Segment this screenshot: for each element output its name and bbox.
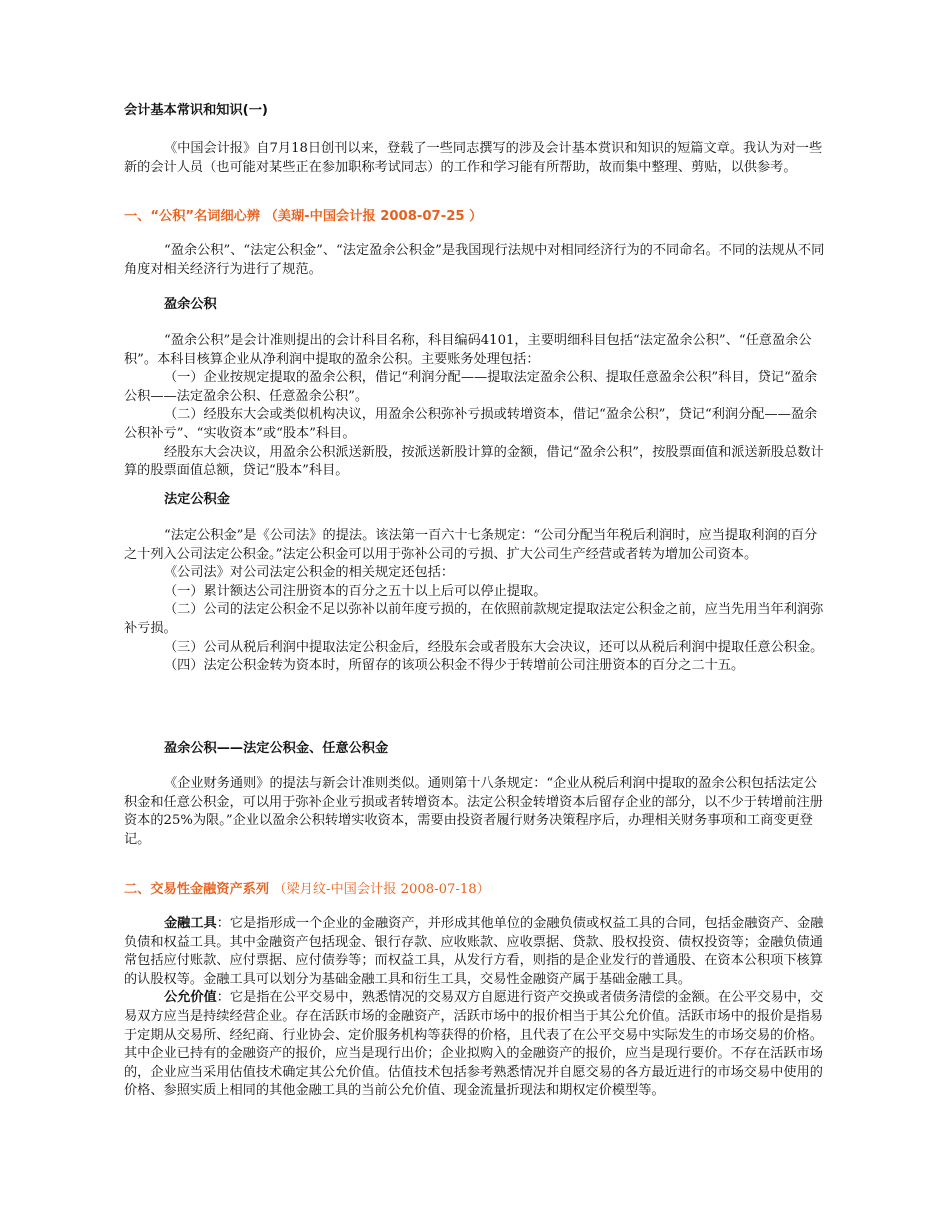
intro-paragraph [124,140,830,177]
subheading-surplus-statutory: 盈余公积——法定公积金、任意公积金 [164,741,389,756]
statutory-p5: （三）公司从税后利润中提取法定公积金后，经股东会或者股东大会决议，还可以从税后利润中提取任意公积金。 [164,639,824,655]
section2-source: （梁月纹-中国会计报 2008-07-18） [273,882,490,897]
section2-heading [124,881,830,900]
fair-value-text: ：它是指在公平交易中，熟悉情况的交易双方自愿进行资产交换或者债务清偿的金额。在公平交易中，交易双方应当是持续经营企业。存在活跃市场的金融资产，活跃市场中的报价相当于其公允价值。活跃市场中的报价是指易于定期从交易所、经纪商、行业协会、定价服务机构等获得的价格，且代表了在公平交易中实际发生的市场交易的价格。其中企业已持有的金融资产的报价，应当是现行出价；企业拟购入的金融资产的报价，应当是现行要价。不存在活跃市场的，企业应当采用估值技术确定其公允价值。估值技术包括参考熟悉情况并自愿交易的各方最近进行的市场交易中使用的价格、参照实质上相同的其他金融工具的当前公允价值、现金流量折现法和期权定价模型等。 [124,990,824,1099]
statutory-reserve-paragraphs [124,527,830,676]
surplus-p2: （一）企业按规定提取的盈余公积，借记“利润分配——提取法定盈余公积、提取任意盈余公积”科目，贷记“盈余公积——法定盈余公积、任意盈余公积”。 [124,370,818,404]
section1-intro [124,242,830,279]
fair-value-paragraph [124,989,830,1101]
term-fair-value: 公允价值 [164,990,217,1006]
statutory-p1: “法定公积金”是《公司法》的提法。该法第一百六十七条规定：“公司分配当年税后利润时，应当提取利润的百分之十列入公司法定公积金。”法定公积金可以用于弥补公司的亏损、扩大公司生产经营或者转为增加公司资本。 [124,528,818,562]
financial-instrument-text: ：它是指形成一个企业的金融资产，并形成其他单位的金融负债或权益工具的合同，包括金融资产、金融负债和权益工具。其中金融资产包括现金、银行存款、应收账款、应收票据、贷款、股权投资、债权投资等；金融负债通常包括应付账款、应付票据、应付债券等；而权益工具，从发行方看，则指的是企业发行的普通股、在资本公积项下核算的认股权等。金融工具可以划分为基础金融工具和衍生工具，交易性金融资产属于基础金融工具。 [124,916,824,987]
financial-rules-text: 《企业财务通则》的提法与新会计准则类似。通则第十八条规定：“企业从税后利润中提取的盈余公积包括法定公积金和任意公积金，可以用于弥补企业亏损或者转增资本。法定公积金转增资本后留存企业的部分，以不少于转增前注册资本的25%为限。”企业以盈余公积转增实收资本，需要由投资者履行财务决策程序后，办理相关财务事项和工商变更登记。 [124,776,823,847]
intro-text: 《中国会计报》自7月18日创刊以来，登载了一些同志撰写的涉及会计基本赏识和知识的短篇文章。我认为对一些新的会计人员（也可能对某些正在参加职称考试同志）的工作和学习能有所帮助，故而集中整理、剪贴，以供参考。 [124,141,823,175]
statutory-p2: 《公司法》对公司法定公积金的相关规定还包括： [164,565,455,581]
section2-title: 二、交易性金融资产系列 [124,882,270,897]
term-financial-instrument: 金融工具 [164,916,217,931]
surplus-p1: “盈余公积”是会计准则提出的会计科目名称，科目编码4101，主要明细科目包括“法定盈余公积”、“任意盈余公积”。本科目核算企业从净利润中提取的盈余公积。主要账务处理包括： [124,333,812,367]
section2-body [124,915,830,1101]
surplus-p4: 经股东大会决议，用盈余公积派送新股，按派送新股计算的金额，借记“盈余公积”，按股票面值和派送新股总数计算的股票面值总额，贷记“股本”科目。 [124,444,824,479]
statutory-p6: （四）法定公积金转为资本时，所留存的该项公积金不得少于转增前公司注册资本的百分之二十五。 [164,658,745,674]
section1-title: 一、“公积”名词细心辨 [124,209,261,224]
document-title: 会计基本常识和知识(一) [124,103,268,118]
financial-rules-paragraph [124,775,830,849]
surplus-p3: （二）经股东大会或类似机构决议，用盈余公积弥补亏损或转增资本，借记“盈余公积”，贷记“利润分配——盈余公积补亏”、“实收资本”或“股本”科目。 [124,407,818,441]
surplus-reserve-paragraphs [124,332,830,481]
statutory-p4: （二）公司的法定公积金不足以弥补以前年度亏损的，在依照前款规定提取法定公积金之前，应当先用当年利润弥补亏损。 [124,602,824,636]
subheading-surplus-reserve: 盈余公积 [164,297,217,312]
subheading-statutory-reserve: 法定公积金 [164,492,230,507]
section1-intro-text: “盈余公积”、“法定公积金”、“法定盈余公积金”是我国现行法规中对相同经济行为的不同命名。不同的法规从不同角度对相关经济行为进行了规范。 [124,243,825,277]
statutory-p3: （一）累计额达公司注册资本的百分之五十以上后可以停止提取。 [164,583,547,599]
financial-instrument-paragraph [124,915,830,989]
section1-heading [124,208,830,227]
section1-source: （美瑚-中国会计报 2008-07-25 ） [264,209,483,224]
